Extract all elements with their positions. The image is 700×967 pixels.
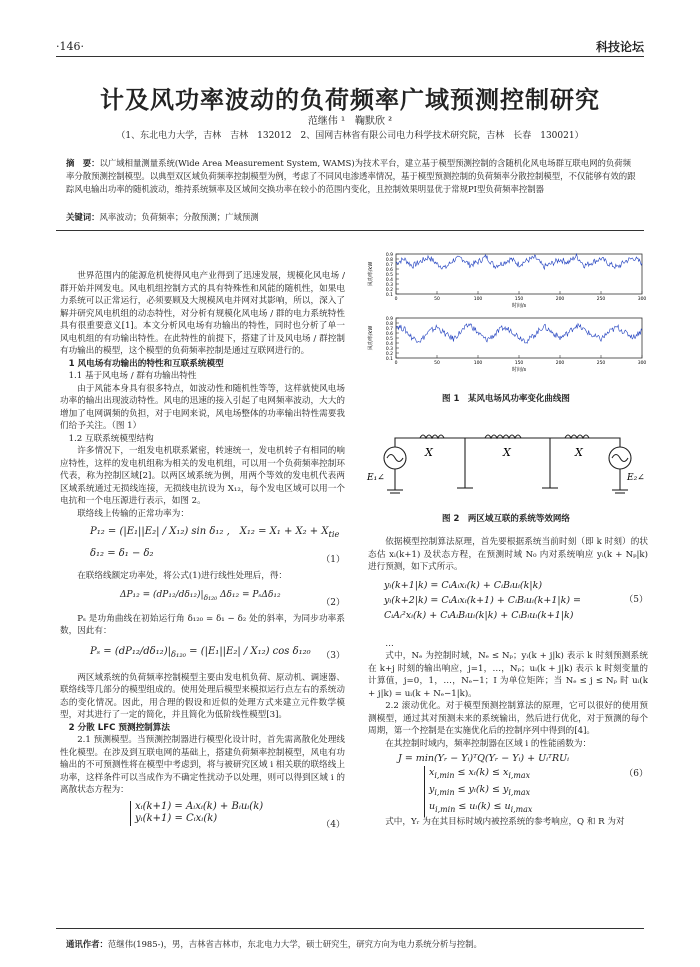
- abstract-text: 以广域相量测量系统(Wide Area Measurement System, WAMS)为技术平台，建立基于模型预测控制的含随机化风电场群互联电网的负荷频率分散预测控制模型。以典型双区域负荷频率控制模型为例，考虑了不同风电渗透率情况，基于模型预测控制的负荷频率分散控制模型，不仅能够有效的跟踪风电输出功率的随机波动，维持系统频率及区域间交换功率在较小的范围内变化，且控制效果明显优于常规PI型负荷频率控制器: [66, 158, 636, 194]
- y-tick-label: 0.4: [385, 342, 393, 347]
- series-line: [396, 324, 642, 344]
- paragraph-linearize: 在联络线额定功率处，将公式(1)进行线性处理后，得：: [77, 571, 288, 581]
- equation-1-number: （1）: [321, 555, 345, 565]
- reactance-label-3: X: [575, 446, 583, 459]
- figure-1-wind-power-chart: [362, 248, 650, 376]
- y-tick-label: 0.7: [385, 327, 393, 332]
- equation-2: $\Delta P_{12} = (dP_{12}/d\delta_{12})|_{\delta_{120}}$ Δδ₁₂ = PₛΔδ₁₂ （2）: [120, 589, 345, 608]
- footnote-rule: [56, 928, 644, 929]
- paragraph-predict-model: 2.1 预测模型。当预测控制器进行模型化设计时，首先需离散化处理线性化模型。在涉及到互联电网的基础上，搭建负荷频率控制模型，风电有功输出的不可预测性将在模型中考虑到，将与被研究区域 i 相关联的联络线上功率，这样条件可以当成作为不确定性扰动予以处理，则可以得到区域 i 的离散状态方程为：: [60, 735, 345, 795]
- x-tick-label: 200: [555, 361, 565, 366]
- x-tick-label: 100: [473, 361, 483, 366]
- x-tick-label: 300: [637, 297, 647, 302]
- series-line: [396, 254, 642, 269]
- keywords-text: 风率波动；负荷频率；分散预测；广域预测: [99, 212, 259, 222]
- equation-4: xᵢ(k+1) = Aᵢxᵢ(k) + Bᵢuᵢ(k) yᵢ(k+1) = Cᵢxᵢ(k) （4）: [60, 797, 345, 833]
- equation-3: $P_s = (dP_{12}/d\delta_{12})|_{\delta_{120}} = (|E_1||E_2| / X_{12})$ cos δ₁₂₀ （3）: [90, 645, 345, 661]
- subsection-heading-1-1: 1.1 基于风电场 / 群有功输出特性: [68, 371, 197, 381]
- paragraph-mpc-principle: 依据模型控制算法原理，首先要根据系统当前时刻（即 k 时刻）的状态估 xᵢ(k+1) 及状态方程，在预测时域 N₀ 内对系统响应 yᵢ(k + Nₚ|k) 进行预测，如下式所示。: [368, 537, 648, 572]
- intro-paragraph: 世界范围内的能源危机使得风电产业得到了迅速发展，规模化风电场 / 群开始并网发电。风电机组控制方式的具有特殊性和风能的随机性，如果电力系统可以正常运行，必须要顾及大规模风电并网对其影响，所以，深入了解并研究风电机组的动态特性，对分析有规模化风电场 / 群的电力系统特性具有很重要意义[1]。本文分析风电场有功输出的特性，同时也分析了单一风电机组的有功输出特性。在此特性的前提下，搭建了计及风电场 / 群控制有功输出的模型，这个模型的负荷频率控制是通过互联网进行的。: [60, 271, 345, 356]
- chart-top: [367, 252, 646, 309]
- y-tick-label: 0.6: [385, 332, 393, 337]
- chart-bottom: [367, 316, 646, 373]
- equation-1: P₁₂ = (|E₁||E₂| / X₁₂) sin δ₁₂ , $X_{12} = X_1 + X_2 + X_{tie}$ δ₁₂ = δ₁ − δ₂ （1）: [90, 526, 345, 565]
- y-tick-label: 0.2: [385, 352, 393, 357]
- figure-2-network-diagram: [365, 418, 650, 506]
- x-tick-label: 50: [434, 361, 440, 366]
- figure-2-caption: 图 2 两区域互联的系统等效网络: [442, 514, 570, 524]
- y-axis-label: 风功率/kW: [368, 261, 374, 287]
- paragraph-wind-output: 由于风能本身具有很多特点，如波动性和随机性等等，这样就使风电场功率的输出出现波动特性。风电的迅速的接入引起了电网频率波动，大大的增加了电网调频的负担，对于电网来说，风电场整体的功率输出特性需要我们给予关注。（图 1）: [60, 383, 345, 431]
- x-axis-label: 时间/s: [511, 303, 527, 309]
- paragraph-interconnect: 许多情况下，一组发电机联系紧密，转速统一，发电机转子有相同的响应特性，这样的发电机组称为相关的发电机组，可以用一个负荷频率控制环代表，称为控制区域[2]。以两区域系统为例，用两个等效的发电机代表两区域系统通过无损线连接，无损线电抗设为 X₁₂，每个发电区域可以用一个电抗和一个电压源进行表示，如图 2。: [60, 446, 345, 506]
- abstract-rule: [56, 230, 644, 231]
- journal-name: 科技论坛: [595, 40, 644, 54]
- page-number: ·146·: [56, 40, 84, 53]
- y-tick-label: 0.3: [385, 283, 393, 288]
- y-axis-label: 风功率/kW: [368, 325, 374, 351]
- y-tick-label: 0.2: [385, 288, 393, 293]
- equation-2-number: （2）: [321, 597, 345, 608]
- equation-5: yᵢ(k+1|k) = CᵢAᵢxᵢ(k) + CᵢBᵢuᵢ(k|k) yᵢ(k+2|k) = CᵢAᵢxᵢ(k+1) + CᵢBᵢuᵢ(k+1|k) = CᵢAᵢ²xᵢ(k) + CᵢAᵢBᵢuᵢ(k|k) + CᵢBᵢuᵢ(k+1|k) （5）: [384, 579, 648, 621]
- y-tick-label: 0.9: [385, 317, 393, 322]
- paragraph-performance: 在其控制时域内，频率控制器在区域 i 的性能函数为：: [385, 738, 592, 749]
- voltage-label-1: E₁∠: [367, 473, 385, 483]
- footnote: [66, 938, 482, 950]
- reactance-label-1: X: [425, 446, 433, 459]
- equation-4-number: （4）: [321, 819, 345, 830]
- x-tick-label: 0: [394, 361, 398, 366]
- equation-6-number: （6）: [624, 769, 648, 779]
- paper-title: 计及风功率波动的负荷频率广域预测控制研究: [100, 86, 600, 114]
- x-tick-label: 250: [596, 361, 606, 366]
- equation-3-number: （3）: [321, 650, 345, 661]
- y-tick-label: 0.3: [385, 347, 393, 352]
- section-heading-2: 2 分散 LFC 预测控制算法: [68, 722, 170, 733]
- section-heading-1: 1 风电场有功输出的特性和互联系统模型: [68, 358, 224, 369]
- reactance-label-2: X: [503, 446, 511, 459]
- x-tick-label: 300: [637, 361, 647, 366]
- equation-5-ellipsis: …: [385, 638, 394, 649]
- x-tick-label: 200: [555, 297, 565, 302]
- y-tick-label: 0.5: [385, 337, 393, 342]
- subsection-heading-1-2: 1.2 互联系统模型结构: [68, 433, 154, 444]
- x-tick-label: 250: [596, 297, 606, 302]
- y-tick-label: 0.7: [385, 263, 393, 268]
- paper-affiliations: （1、东北电力大学，吉林 吉林 132012 2、国网吉林省有限公司电力科学技术研究院，吉林 长春 130021）: [116, 131, 584, 141]
- abstract: [66, 157, 636, 196]
- x-axis-label: 时间/s: [511, 367, 527, 373]
- paragraph-sync-coef: Pₛ 是功角曲线在初始运行角 δ₁₂₀ = δ₁ − δ₂ 处的斜率，为同步功率系数，因此有：: [60, 613, 345, 636]
- voltage-label-2: E₂∠: [627, 473, 645, 483]
- left-column: [60, 270, 345, 833]
- y-tick-label: 0.1: [385, 293, 393, 298]
- header-rule: [56, 56, 644, 57]
- footnote-label: 通讯作者：: [66, 939, 108, 949]
- abstract-label: 摘 要：: [66, 158, 100, 168]
- y-tick-label: 0.1: [385, 357, 393, 362]
- equation-6: J = min(Yᵣ − Yᵢ)ᵀQ(Yᵣ − Yᵢ) + UᵢᵀRUᵢ $x_{i,min}$ ≤ xᵢ(k) ≤ $x_{i,max}$ $y_{i,min}$ ≤ yᵢ(k) ≤ $y_{i,max}$ $u_{i,min}$ ≤ uᵢ(k) ≤ $u_{i,max}$ （6）: [368, 750, 648, 816]
- y-tick-label: 0.8: [385, 258, 393, 263]
- y-tick-label: 0.4: [385, 278, 393, 283]
- y-tick-label: 0.5: [385, 273, 393, 278]
- equation-5-number: （5）: [624, 594, 648, 605]
- right-column: [368, 536, 648, 829]
- y-tick-label: 0.6: [385, 268, 393, 273]
- paragraph-tie-power: 联络线上传输的正常功率为：: [77, 508, 189, 519]
- paragraph-reference: 式中，Yᵣ 为在其目标时域内被控系统的参考响应，Q 和 R 为对: [385, 817, 625, 827]
- footnote-text: 范继伟(1985-)，男，吉林省吉林市，东北电力大学，硕士研究生，研究方向为电力系统分析与控制。: [107, 939, 482, 949]
- y-tick-label: 0.8: [385, 322, 393, 327]
- paragraph-lfc-model: 两区域系统的负荷频率控制模型主要由发电机负荷、原动机、调速器、联络线等几部分的模型组成的。使用处理后模型来模拟运行点左右的系统动态的变化情况。因此，用合理的假设和近似的处理方式来建立元件数学模型，对其进行了一定的简化，并且简化为低阶线性模型[3]。: [60, 672, 345, 720]
- x-tick-label: 0: [394, 297, 398, 302]
- keywords-label: 关键词：: [66, 212, 100, 222]
- figure-1-caption: 图 1 某风电场风功率变化曲线图: [442, 394, 570, 404]
- x-tick-label: 150: [514, 297, 524, 302]
- y-tick-label: 0.9: [385, 253, 393, 258]
- x-tick-label: 150: [514, 361, 524, 366]
- x-tick-label: 50: [434, 297, 440, 302]
- paragraph-horizon: 式中，Nₑ 为控制时域，Nₑ ≤ Nₚ；yᵢ(k + j|k) 表示 k 时刻预测系统在 k+j 时刻的输出响应，j=1，…，Nₚ；uᵢ(k + j|k) 表示 k 时刻变量的计算值，j=0，1，…，Nₑ−1；I 为单位矩阵；当 Nₑ ≤ j ≤ Nₚ 时 uᵢ(k + j|k) = uᵢ(k + Nₑ−1|k)。: [368, 651, 648, 699]
- plot-frame: [396, 254, 642, 294]
- keywords: [66, 211, 636, 223]
- plot-frame: [396, 318, 642, 358]
- x-tick-label: 100: [473, 297, 483, 302]
- paper-authors: 范继伟 ¹ 鞠默欣 ²: [307, 116, 393, 127]
- paragraph-rolling-opt: 2.2 滚动优化。对于模型预测控制算法的原理，它可以很好的使用预测模型，通过其对预测未来的系统输出，然后进行优化，对于预测的每个周期，第一个控制是在实施优化后的控制序列中得到的[4]。: [368, 701, 648, 736]
